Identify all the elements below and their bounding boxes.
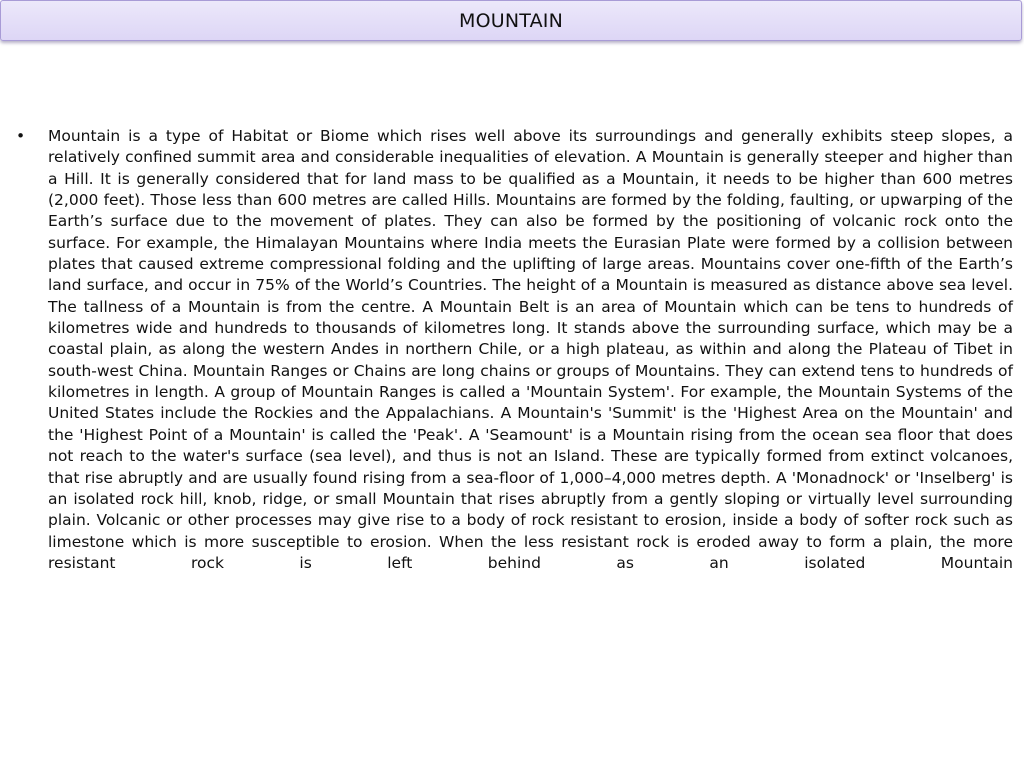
bullet-icon: • xyxy=(16,127,26,145)
body-paragraph: Mountain is a type of Habitat or Biome which rises well above its surroundings and generally exhibits steep slopes, a relatively confined summit area and considerable inequalities of elevation. A Mountain is generally steeper and higher than a Hill. It is generally considered that for land mass to be qualified as a Mountain, it needs to be higher than 600 metres (2,000 feet). Those less than 600 metres are called Hills. Mountains are formed by the folding, faulting, or upwarping of the Earth’s surface due to the movement of plates. They can also be formed by the positioning of volcanic rock onto the surface. For example, the Himalayan Mountains where India meets the Eurasian Plate were formed by a collision between plates that caused extreme compressional folding and the uplifting of large areas. Mountains cover one-fifth of the Earth’s land surface, and occur in 75% of the World’s Countries. The height of a Mountain is measured as distance above sea level. The tallness of a Mountain is from the centre. A Mountain Belt is an area of Mountain which can be tens to hundreds of kilometres wide and hundreds to thousands of kilometres long. It stands above the surrounding surface, which may be a coastal plain, as along the western Andes in northern Chile, or a high plateau, as within and along the Plateau of Tibet in south-west China. Mountain Ranges or Chains are long chains or groups of Mountains. They can extend tens to hundreds of kilometres in length. A group of Mountain Ranges is called a 'Mountain System'. For example, the Mountain Systems of the United States include the Rockies and the Appalachians. A Mountain's 'Summit' is the 'Highest Area on the Mountain' and the 'Highest Point of a Mountain' is called the 'Peak'. A 'Seamount' is a Mountain rising from the ocean sea floor that does not reach to the water's surface (sea level), and thus is not an Island. These are typically formed from extinct volcanoes, that rise abruptly and are usually found rising from a sea-floor of 1,000–4,000 metres depth. A 'Monadnock' or 'Inselberg' is an isolated rock hill, knob, ridge, or small Mountain that rises abruptly from a gently sloping or virtually level surrounding plain. Volcanic or other processes may give rise to a body of rock resistant to erosion, inside a body of softer rock such as limestone which is more susceptible to erosion. When the less resistant rock is eroded away to form a plain, the more resistant rock is left behind as an isolated Mountain xyxy=(48,127,1013,572)
bullet-item xyxy=(16,126,1013,574)
slide-title: MOUNTAIN xyxy=(458,9,563,32)
slide-content xyxy=(16,126,1013,574)
slide-title-bar xyxy=(0,0,1022,41)
